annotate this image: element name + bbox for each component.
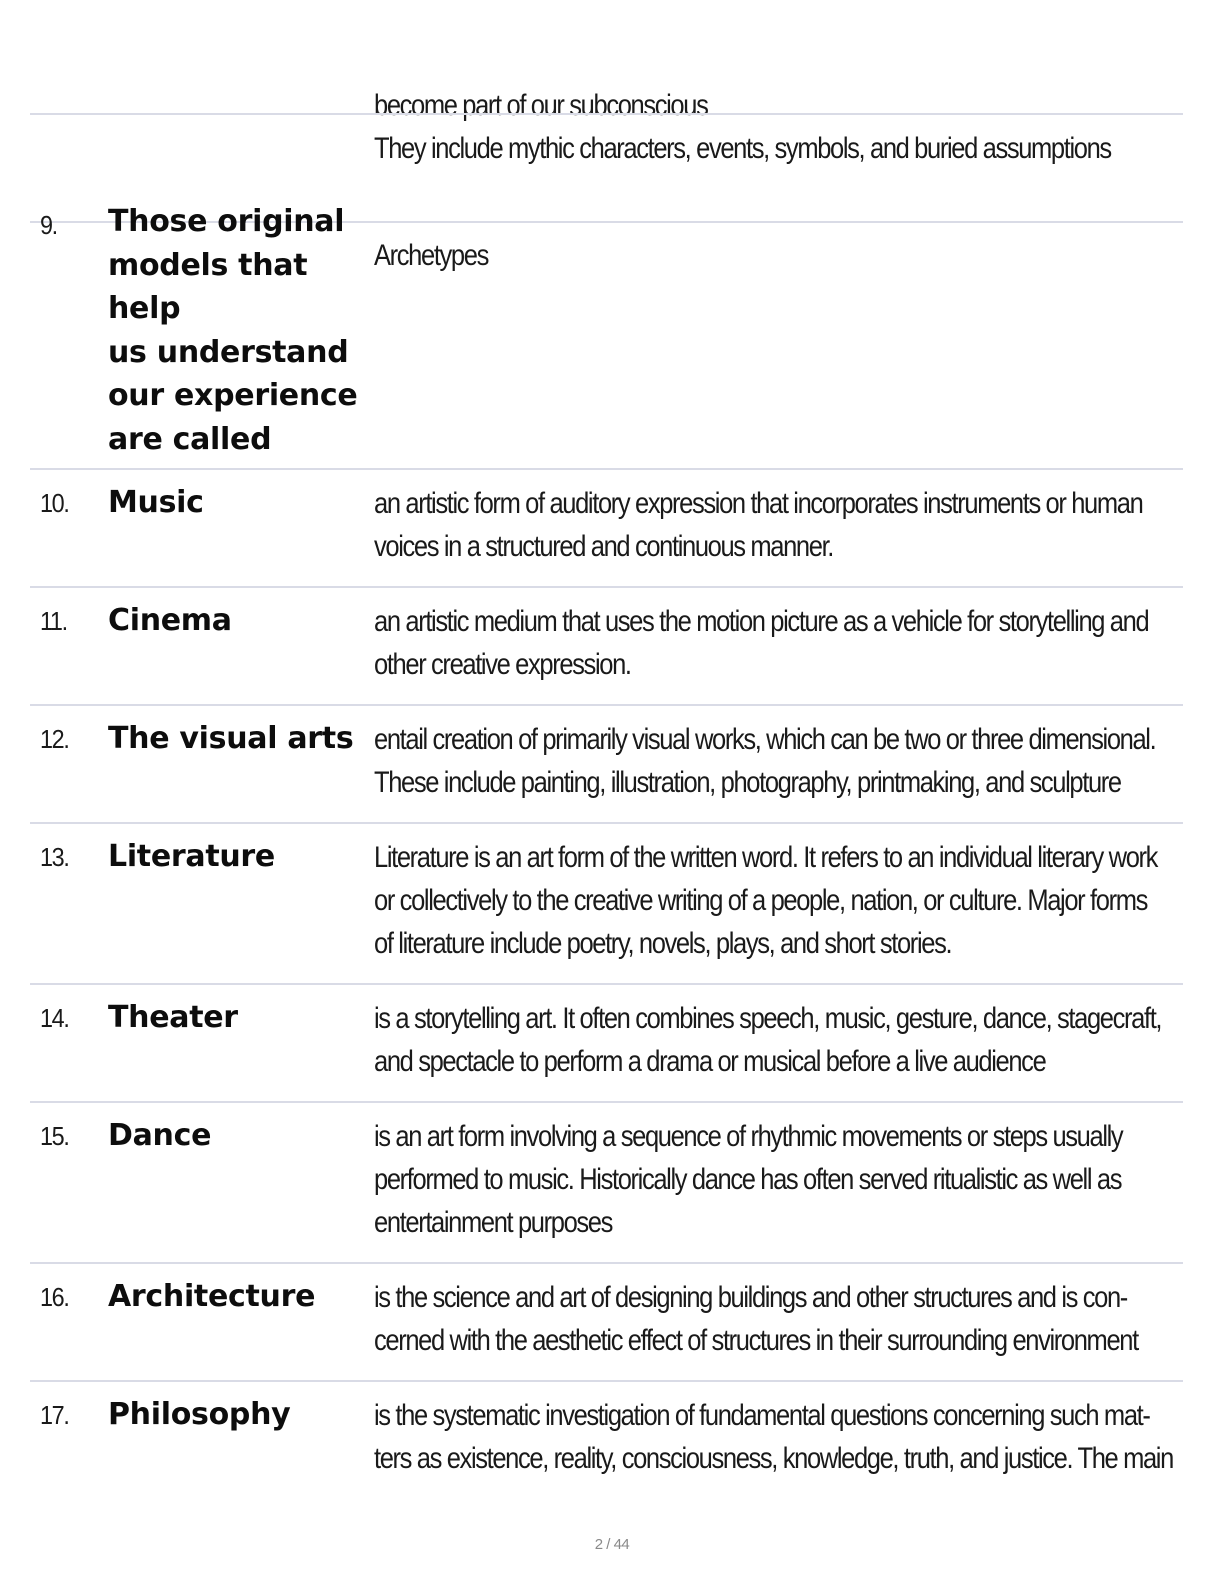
entry-number: 16. — [40, 1282, 69, 1312]
row-divider — [30, 704, 1183, 706]
page-indicator: 2 / 44 — [594, 1536, 630, 1553]
entry-definition — [374, 1394, 1173, 1480]
definition-line: Literature is an art form of the written word. It refers to an individual literary work — [374, 841, 1158, 874]
definition-line: an artistic medium that uses the motion picture as a vehicle for storytelling and — [374, 605, 1149, 638]
row-divider — [30, 822, 1183, 824]
definition-line: voices in a structured and continuous manner. — [374, 530, 834, 563]
entry-term — [108, 599, 373, 643]
term-line: Philosophy — [108, 1397, 291, 1432]
definition-line: Archetypes — [374, 239, 488, 272]
definition-line: or collectively to the creative writing of a people, nation, or culture. Major forms — [374, 884, 1147, 917]
entry-term — [108, 481, 373, 525]
term-line: are called — [108, 421, 272, 457]
term-line: Music — [108, 485, 204, 520]
definition-line: ters as existence, reality, consciousness, knowledge, truth, and justice. The main — [374, 1442, 1173, 1475]
entry-term — [108, 1393, 373, 1437]
definition-line: of literature include poetry, novels, plays, and short stories. — [374, 927, 952, 960]
entry-number: 10. — [40, 488, 69, 518]
entry-number: 11. — [40, 606, 67, 636]
entry-number: 13. — [40, 842, 69, 872]
entry-definition — [374, 1276, 1138, 1362]
term-line: Theater — [108, 1000, 238, 1035]
definition-line: is a storytelling art. It often combines speech, music, gesture, dance, stagecraft, — [374, 1002, 1162, 1035]
term-line: Cinema — [108, 603, 232, 638]
term-line: us understand — [108, 334, 349, 370]
entry-term — [108, 1114, 373, 1158]
entry-term — [108, 717, 373, 761]
definition-line: performed to music. Historically dance has often served ritualistic as well as — [374, 1163, 1122, 1196]
entry-number: 14. — [40, 1003, 69, 1033]
row-divider — [30, 1262, 1183, 1264]
row-divider — [30, 1380, 1183, 1382]
definition-line: become part of our subconscious — [374, 89, 708, 122]
continued-definition — [374, 84, 1114, 170]
definition-line: is an art form involving a sequence of rhythmic movements or steps usually — [374, 1120, 1123, 1153]
row-divider — [30, 983, 1183, 985]
term-line: The visual arts — [108, 721, 354, 756]
definition-line: and spectacle to perform a drama or musical before a live audience — [374, 1045, 1046, 1078]
entry-definition — [374, 718, 1156, 804]
definition-line: other creative expression. — [374, 648, 631, 681]
definition-line: is the systematic investigation of fundamental questions concerning such mat- — [374, 1399, 1150, 1432]
entry-number: 15. — [40, 1121, 69, 1151]
term-line: Dance — [108, 1118, 212, 1153]
entry-number: 9. — [40, 210, 57, 240]
entry-term — [108, 835, 373, 879]
entry-definition — [374, 1115, 1123, 1244]
entry-number: 12. — [40, 724, 69, 754]
term-line: Literature — [108, 839, 275, 874]
entry-definition — [374, 997, 1162, 1083]
entry-definition — [374, 836, 1158, 965]
entry-definition — [374, 600, 1149, 686]
definition-line: is the science and art of designing buildings and other structures and is con- — [374, 1281, 1127, 1314]
row-divider — [30, 1101, 1183, 1103]
term-line: Architecture — [108, 1279, 316, 1314]
entry-definition — [374, 234, 1114, 277]
entry-definition — [374, 482, 1143, 568]
definition-line: entertainment purposes — [374, 1206, 612, 1239]
definition-line: They include mythic characters, events, symbols, and buried assumptions — [374, 132, 1111, 165]
term-line: Those original — [108, 204, 345, 239]
entry-term — [108, 1275, 373, 1319]
row-divider — [30, 113, 1183, 115]
definition-line: cerned with the aesthetic effect of structures in their surrounding environment — [374, 1324, 1138, 1357]
definition-line: an artistic form of auditory expression that incorporates instruments or human — [374, 487, 1143, 520]
term-line: models that help — [108, 247, 308, 326]
entry-term — [108, 996, 373, 1040]
definition-line: entail creation of primarily visual works, which can be two or three dimensional. — [374, 723, 1156, 756]
entry-term — [108, 200, 373, 461]
term-line: our experience — [108, 378, 358, 413]
row-divider — [30, 586, 1183, 588]
entry-number: 17. — [40, 1400, 69, 1430]
row-divider — [30, 468, 1183, 470]
definition-line: These include painting, illustration, photography, printmaking, and sculpture — [374, 766, 1121, 799]
